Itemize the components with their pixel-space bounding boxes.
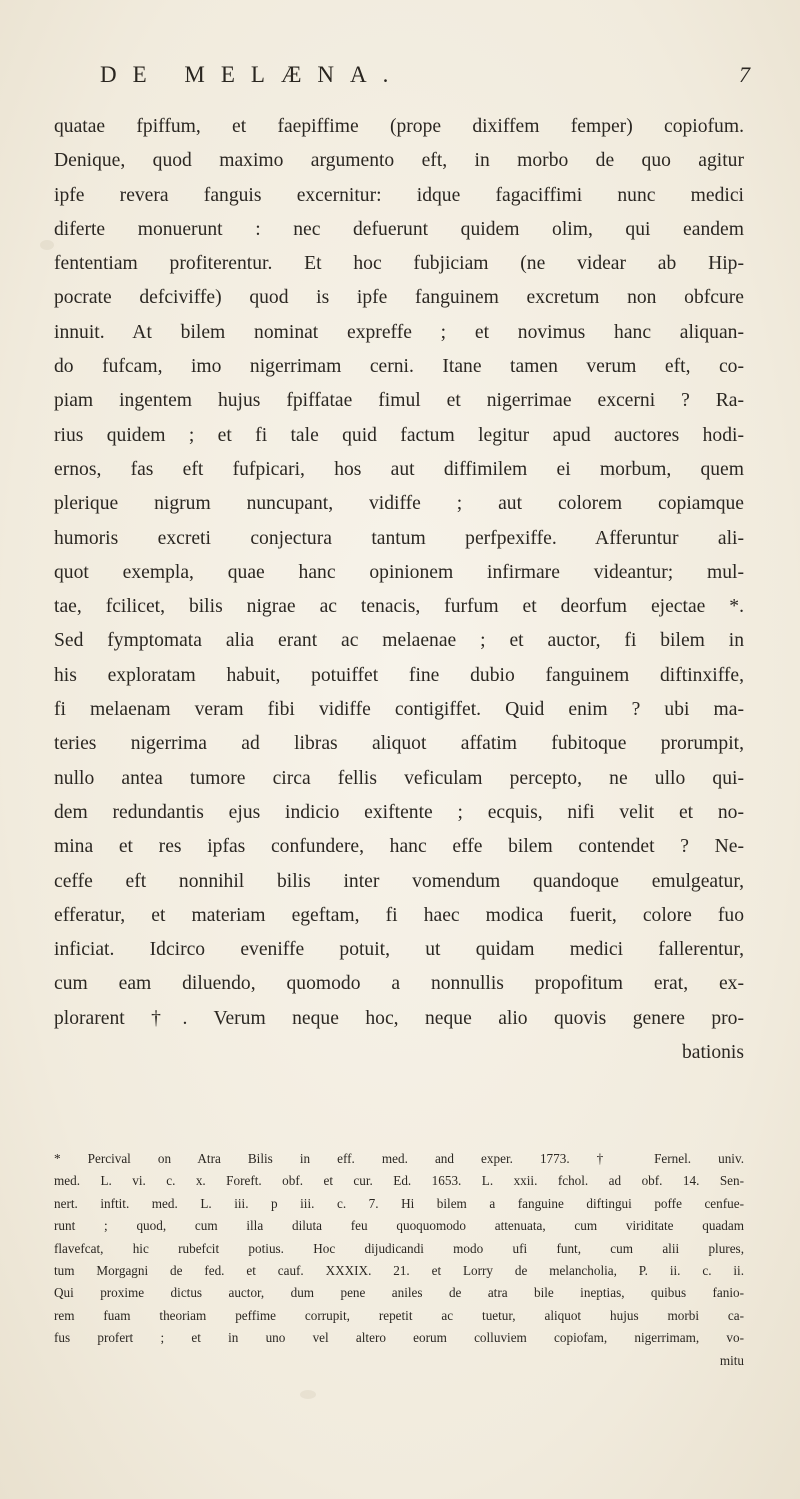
text-line: tae, fcilicet, bilis nigrae ac tenacis, furfum et deorfum ejectae *.: [54, 596, 744, 618]
text-line: Sed fymptomata alia erant ac melaenae ; et auctor, fi bilem in: [54, 630, 744, 652]
text-line: rius quidem ; et fi tale quid factum legitur apud auctores hodi-: [54, 424, 744, 446]
footnote-line: med. L. vi. c. x. Foreft. obf. et cur. Ed. 1653. L. xxii. fchol. ad obf. 14. Sen-: [54, 1173, 744, 1189]
paper-spot: [300, 1390, 316, 1399]
catchword: bationis: [681, 1042, 744, 1064]
text-line: fi melaenam veram fibi vidiffe contigiffet. Quid enim ? ubi ma-: [54, 699, 744, 721]
text-line: diferte monuerunt : nec defuerunt quidem olim, qui eandem: [54, 218, 744, 240]
running-title: DE MELÆNA.: [100, 62, 405, 87]
text-line: plorarent †. Verum neque hoc, neque alio quovis genere pro-: [54, 1007, 744, 1029]
text-line: mina et res ipfas confundere, hanc effe bilem contendet ? Ne-: [54, 836, 744, 858]
text-line: humoris excreti conjectura tantum perfpexiffe. Afferuntur ali-: [54, 527, 744, 549]
text-line: ceffe eft nonnihil bilis inter vomendum quandoque emulgeatur,: [54, 870, 744, 892]
text-line: inficiat. Idcirco eveniffe potuit, ut quidam medici fallerentur,: [54, 939, 744, 961]
text-line: innuit. At bilem nominat expreffe ; et novimus hanc aliquan-: [54, 321, 744, 343]
text-line: teries nigerrima ad libras aliquot affatim fubitoque prorumpit,: [54, 733, 744, 755]
paper-spot: [40, 240, 54, 250]
text-line: ernos, fas eft fufpicari, hos aut diffimilem ei morbum, quem: [54, 458, 744, 480]
text-line: nullo antea tumore circa fellis veficulam percepto, ne ullo qui-: [54, 767, 744, 789]
footnote-line: Qui proxime dictus auctor, dum pene aniles de atra bile ineptias, quibus fanio-: [54, 1285, 744, 1301]
running-head: [90, 62, 750, 94]
main-text: [54, 110, 744, 1070]
text-line: fententiam profiterentur. Et hoc fubjiciam (ne videar ab Hip-: [54, 253, 744, 275]
text-line: piam ingentem hujus fpiffatae fimul et nigerrimae excerni ? Ra-: [54, 390, 744, 412]
footnotes: [54, 1148, 744, 1372]
text-line: dem redundantis ejus indicio exiftente ; ecquis, nifi velit et no-: [54, 801, 744, 823]
text-line: plerique nigrum nuncupant, vidiffe ; aut colorem copiamque: [54, 493, 744, 515]
text-line: Denique, quod maximo argumento eft, in morbo de quo agitur: [54, 150, 744, 172]
text-line: do fufcam, imo nigerrimam cerni. Itane tamen verum eft, co-: [54, 356, 744, 378]
text-line: efferatur, et materiam egeftam, fi haec modica fuerit, colore fuo: [54, 904, 744, 926]
footnote-line: rem fuam theoriam peffime corrupit, repetit ac tuetur, aliquot hujus morbi ca-: [54, 1307, 744, 1323]
footnote-line: tum Morgagni de fed. et cauf. XXXIX. 21. et Lorry de melancholia, P. ii. c. ii.: [54, 1262, 744, 1278]
text-line: quatae fpiffum, et faepiffime (prope dixiffem femper) copiofum.: [54, 116, 744, 137]
footnote-catchword: mitu: [719, 1352, 744, 1368]
text-line: cum eam diluendo, quomodo a nonnullis propofitum erat, ex-: [54, 973, 744, 995]
page-number: 7: [739, 62, 750, 87]
text-line: ipfe revera fanguis excernitur: idque fagaciffimi nunc medici: [54, 184, 744, 206]
text-line: pocrate defciviffe) quod is ipfe fanguinem excretum non obfcure: [54, 287, 744, 309]
footnote-line: flavefcat, hic rubefcit potius. Hoc dijudicandi modo ufi funt, cum alii plures,: [54, 1240, 744, 1256]
footnote-line: fus profert ; et in uno vel altero eorum colluviem copiofam, nigerrimam, vo-: [54, 1330, 744, 1346]
text-line: his exploratam habuit, potuiffet fine dubio fanguinem diftinxiffe,: [54, 664, 744, 686]
footnote-line: nert. inftit. med. L. iii. p iii. c. 7. Hi bilem a fanguine diftingui poffe cenfue-: [54, 1195, 744, 1211]
footnote-line: runt ; quod, cum illa diluta feu quoquomodo attenuata, cum viriditate quadam: [54, 1218, 744, 1234]
footnote-line: * Percival on Atra Bilis in eff. med. and exper. 1773. † Fernel. univ.: [54, 1151, 744, 1166]
text-line: quot exempla, quae hanc opinionem infirmare videantur; mul-: [54, 561, 744, 583]
